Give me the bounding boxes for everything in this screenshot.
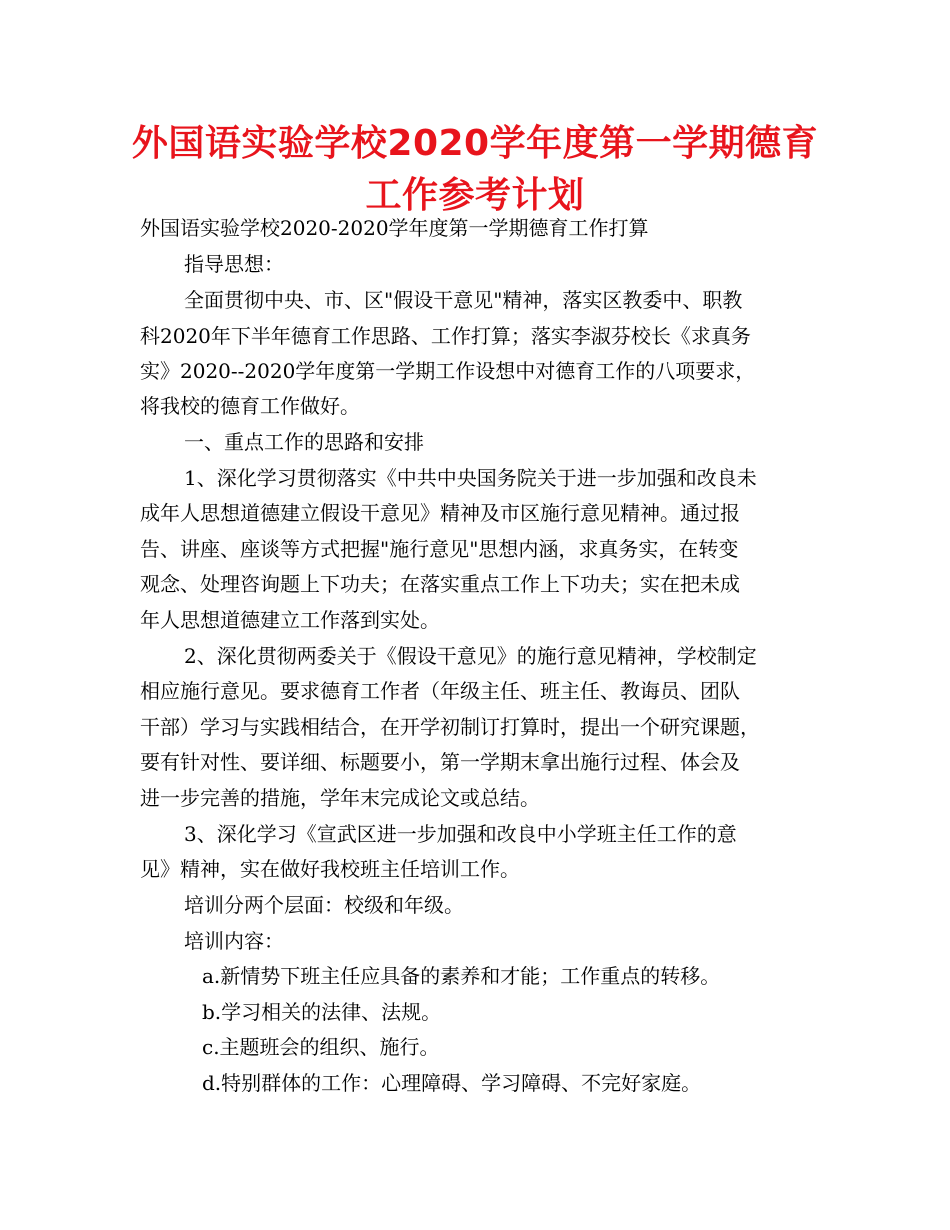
section-heading-one: 一、重点工作的思路和安排 (184, 430, 424, 454)
training-content-heading: 培训内容： (184, 929, 284, 953)
list-item: c.主题班会的组织、施行。 (202, 1035, 440, 1059)
paragraph-line: 科2020年下半年德育工作思路、工作打算；落实李淑芬校长《求真务 (140, 324, 751, 348)
paragraph-line: 干部）学习与实践相结合，在开学初制订打算时，提出一个研究课题， (140, 715, 760, 739)
paragraph-line: 3、深化学习《宣武区进一步加强和改良中小学班主任工作的意 (184, 822, 737, 846)
paragraph-line: 全面贯彻中央、市、区"假设干意见"精神，落实区教委中、职教 (184, 288, 743, 312)
paragraph-line: 观念、处理咨询题上下功夫；在落实重点工作上下功夫；实在把未成 (140, 572, 740, 596)
paragraph-line: 2、深化贯彻两委关于《假设干意见》的施行意见精神，学校制定 (184, 644, 757, 668)
paragraph-line: 告、讲座、座谈等方式把握"施行意见"思想内涵，求真务实，在转变 (140, 537, 739, 561)
paragraph-line: 见》精神，实在做好我校班主任培训工作。 (140, 857, 520, 881)
paragraph-line: 要有针对性、要详细、标题要小，第一学期末拿出施行过程、体会及 (140, 750, 740, 774)
title-line: 工作参考计划 (365, 175, 585, 216)
list-item: a.新情势下班主任应具备的素养和才能；工作重点的转移。 (202, 964, 721, 988)
document-subtitle: 外国语实验学校2020-2020学年度第一学期德育工作打算 (140, 216, 649, 240)
list-item: b.学习相关的法律、法规。 (202, 1000, 442, 1024)
title-line: 外国语实验学校2020学年度第一学期德育 (131, 123, 819, 164)
paragraph-line: 实》2020--2020学年度第一学期工作设想中对德育工作的八项要求， (140, 359, 756, 383)
list-item: d.特别群体的工作：心理障碍、学习障碍、不完好家庭。 (202, 1071, 702, 1095)
training-levels: 培训分两个层面：校级和年级。 (184, 893, 464, 917)
document-title (60, 118, 890, 222)
paragraph-line: 进一步完善的措施，学年末完成论文或总结。 (140, 786, 540, 810)
paragraph-line: 1、深化学习贯彻落实《中共中央国务院关于进一步加强和改良未 (184, 466, 757, 490)
paragraph-line: 年人思想道德建立工作落到实处。 (140, 608, 440, 632)
paragraph-line: 成年人思想道德建立假设干意见》精神及市区施行意见精神。通过报 (140, 501, 740, 525)
paragraph-line: 将我校的德育工作做好。 (140, 394, 360, 418)
paragraph-line: 相应施行意见。要求德育工作者（年级主任、班主任、教诲员、团队 (140, 679, 740, 703)
section-heading-guiding: 指导思想： (184, 252, 284, 276)
